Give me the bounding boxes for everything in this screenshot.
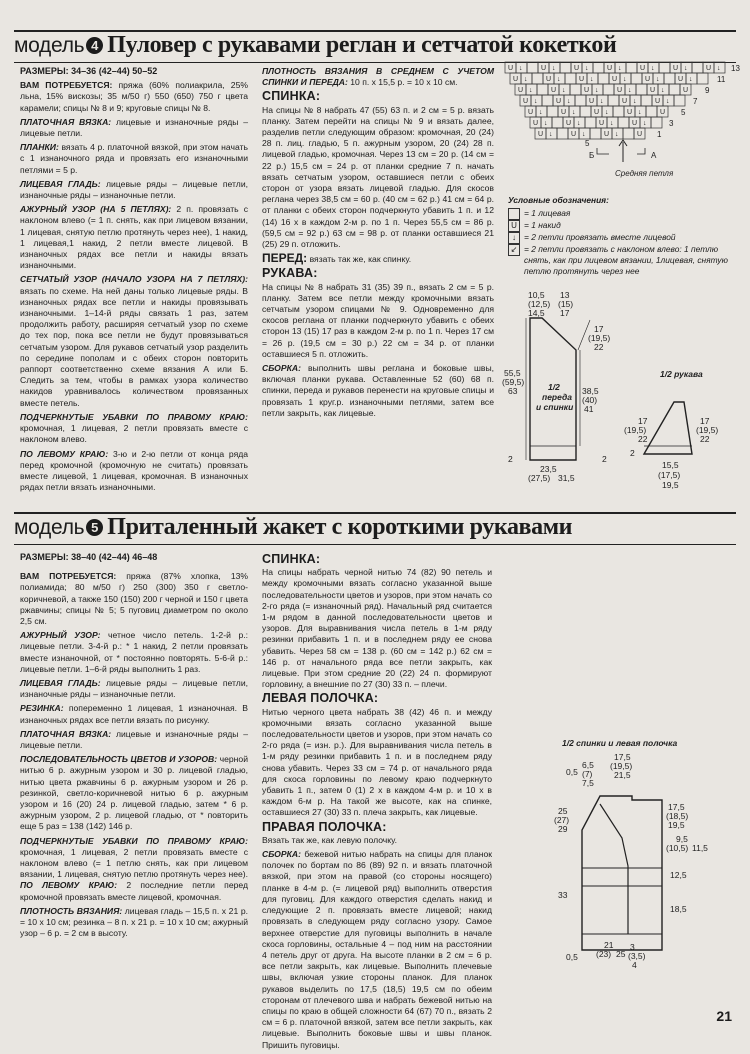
chart-row-5: 5 xyxy=(681,108,686,117)
model5-color-sequence: ПОСЛЕДОВАТЕЛЬНОСТЬ ЦВЕТОВ И УЗОРОВ: черной нитью 6 р. ажурным узором и 30 р. лицевой гладью, нитью цвета ржавчины 6 р. ажурным узором и 26 р. резинкой, светло-коричневой нитью 6 р. ажурным узором и 16 (20) 24 р. лицевой гладью, затем * 6 р. ажурным узором, 2 р. лицевой гладью, от * повторить еще 5 раз = 138 (142) 146 р. xyxy=(20,754,249,832)
svg-text:(27): (27) xyxy=(554,815,570,825)
svg-text:6,5: 6,5 xyxy=(582,760,594,770)
model4-number-badge: 4 xyxy=(86,37,103,54)
svg-text:22: 22 xyxy=(594,342,604,352)
model5-right-heading: ПРАВАЯ ПОЛОЧКА: xyxy=(262,819,387,834)
chart-cell xyxy=(565,73,576,84)
chart-symbol: U xyxy=(650,87,656,94)
chart-cell xyxy=(585,117,596,128)
schem-175-top: 17,5 xyxy=(614,752,631,762)
chart-symbol: U xyxy=(574,65,580,72)
body-neck-width: 10,5 xyxy=(528,290,545,300)
chart-symbol: U xyxy=(632,120,638,127)
model4-column-2 xyxy=(262,66,494,422)
svg-text:(18,5): (18,5) xyxy=(666,811,689,821)
chart-symbol: U xyxy=(513,76,519,83)
sleeve-band: 2 xyxy=(630,448,635,458)
chart-cell xyxy=(659,62,670,73)
svg-text:(12,5): (12,5) xyxy=(528,299,551,309)
model4-lace: АЖУРНЫЙ УЗОР (НА 5 ПЕТЛЯХ): 2 п. провязать с наклоном влево (= 1 п. снять, как при лицевом вязании, 1 лицевая, снятую петлю протянуть через нее), 1 накид, 1 лицевая,1 накид, 2 петли вместе лицевой. В изнаночных рядах все петли и накиды вязать изнаночными. xyxy=(20,204,249,271)
chart-symbol: U xyxy=(622,98,628,105)
chart-symbol: U xyxy=(518,87,524,94)
chart-symbol: U xyxy=(617,87,623,94)
sleeve-raglan-left: 17 xyxy=(638,416,648,426)
svg-text:31,5: 31,5 xyxy=(558,473,575,483)
chart-cell xyxy=(527,62,538,73)
chart-symbol: U xyxy=(607,65,613,72)
model5-left-heading: ЛЕВАЯ ПОЛОЧКА: xyxy=(262,691,379,706)
body-raglan: 17 xyxy=(594,324,604,334)
chart-symbol: U xyxy=(594,109,600,116)
chart-symbol: ↓ xyxy=(689,76,693,83)
legend-k2tog: ↓ = 2 петли провязать вместе лицевой xyxy=(508,232,744,244)
chart-cell xyxy=(542,95,553,106)
chart-symbol: U xyxy=(541,65,547,72)
chart-cell xyxy=(590,128,601,139)
model4-stockinette: ЛИЦЕВАЯ ГЛАДЬ: лицевые ряды – лицевые петли, изнаночные ряды – изнаночные петли. xyxy=(20,178,249,201)
model4-sleeve-heading: РУКАВА: xyxy=(262,266,318,281)
chart-symbol: ↓ xyxy=(562,87,566,94)
model5-header xyxy=(14,512,736,545)
chart-cell xyxy=(669,84,680,95)
body-bottom-width: 23,5 xyxy=(540,464,557,474)
model5-title: Приталенный жакет с короткими рукавами xyxy=(107,514,573,540)
svg-text:(3,5): (3,5) xyxy=(628,951,646,961)
body-band-left: 2 xyxy=(508,454,513,464)
model4-assembly: СБОРКА: выполнить швы реглана и боковые швы, включая планки рукава. Оставленные 52 (60) 68 п. спинки, переда и рукавов перенести на круговые спицы и провязать 1 круг.р. изнаночными петлями, затем все петли закрыть, как лицевые. xyxy=(262,363,495,418)
chart-label-a: А xyxy=(651,151,657,160)
schem-33: 33 xyxy=(558,890,568,900)
model5-column-1 xyxy=(20,552,248,943)
model5-right-text: Вязать так же, как левую полочку. xyxy=(262,834,397,845)
schem-05-bottom: 0,5 xyxy=(566,952,578,962)
chart-symbol: ↓ xyxy=(600,98,604,105)
chart-cell xyxy=(593,62,604,73)
chart-cell xyxy=(557,128,568,139)
svg-text:(23): (23) xyxy=(596,949,612,959)
model5-number-badge: 5 xyxy=(86,519,103,536)
body-label: 1/2 xyxy=(548,382,560,392)
chart-row-3: 3 xyxy=(669,119,674,128)
svg-text:(19,5): (19,5) xyxy=(588,333,611,343)
chart-symbol: ↓ xyxy=(572,109,576,116)
chart-cell xyxy=(575,95,586,106)
svg-text:переда: переда xyxy=(542,392,572,402)
body-shoulder: 13 xyxy=(560,290,570,300)
chart-symbol: ↓ xyxy=(557,76,561,83)
model5-schematic xyxy=(540,738,740,970)
chart-symbol: ↓ xyxy=(529,87,533,94)
chart-symbol: U xyxy=(678,76,684,83)
model4-materials: ВАМ ПОТРЕБУЕТСЯ: пряжа (60% полиакрила, 25% льна, 15% вискозы; 35 м/50 г) 550 (650) 750 г цвета карамели; спицы № 8 и 9; круговые спицы № 8. xyxy=(20,80,248,113)
page-number: 21 xyxy=(716,1008,732,1024)
schem-185: 18,5 xyxy=(670,904,687,914)
model5-label: модель xyxy=(14,516,85,539)
chart-cell xyxy=(631,73,642,84)
model5-sizes: РАЗМЕРЫ: 38–40 (42–44) 46–48 xyxy=(20,552,158,562)
chart-symbol: ↓ xyxy=(651,65,655,72)
chart-row-7: 7 xyxy=(693,97,698,106)
svg-text:(19,5): (19,5) xyxy=(624,425,647,435)
svg-text:21,5: 21,5 xyxy=(614,770,631,780)
chart-cell xyxy=(674,95,685,106)
chart-symbol: U xyxy=(673,65,679,72)
model4-column-1 xyxy=(20,66,248,496)
chart-symbol: ↓ xyxy=(615,131,619,138)
legend-knit: = 1 лицевая xyxy=(508,208,744,220)
chart-cell xyxy=(537,84,548,95)
svg-text:(19,5): (19,5) xyxy=(610,761,633,771)
svg-text:(10,5): (10,5) xyxy=(666,843,689,853)
chart-row-11: 11 xyxy=(717,75,726,84)
chart-cell xyxy=(552,117,563,128)
mesh-pattern-chart xyxy=(505,58,745,190)
model5-back-outline xyxy=(582,796,662,950)
model5-garter: ПЛАТОЧНАЯ ВЯЗКА: лицевые и изнаночные ряды – лицевые петли. xyxy=(20,728,248,751)
chart-symbol: U xyxy=(589,98,595,105)
chart-cell xyxy=(664,73,675,84)
model4-bands: ПЛАНКИ: вязать 4 р. платочной вязкой, при этом начать с 1 изнаночного ряда и провязать его изнаночными петлями = 5 р. xyxy=(20,142,248,175)
model4-back-heading: СПИНКА: xyxy=(262,89,321,104)
model4-left-dec: ПО ЛЕВОМУ КРАЮ: 3-ю и 2-ю петли от конца ряда перед кромочной (кромочную не считать) провязать вместе лицевой, 1 лицевая, кромочная. В изнаночных рядах петли вязать изнаночными. xyxy=(20,448,249,493)
chart-symbol: ↓ xyxy=(577,120,581,127)
schem-neck-depth: 25 xyxy=(558,806,568,816)
svg-text:7,5: 7,5 xyxy=(582,778,594,788)
chart-symbol: U xyxy=(584,87,590,94)
chart-center-arrow xyxy=(619,140,627,162)
svg-text:19,5: 19,5 xyxy=(662,480,679,490)
legend-yarnover: U = 1 накид xyxy=(508,220,744,232)
chart-symbol: ↓ xyxy=(585,65,589,72)
svg-text:(15): (15) xyxy=(558,299,574,309)
chart-cell xyxy=(603,84,614,95)
model5-rib: РЕЗИНКА: попеременно 1 лицевая, 1 изнаночная. В изнаночных рядах все петли вязать по рисунку. xyxy=(20,703,249,725)
model4-back-text: На спицы № 8 набрать 47 (55) 63 п. и 2 см = 5 р. вязать планку. Затем перейти на спицы № 9 и вязать далее, разделив петли следующим образом: кромочная, 20 (24) 28 п. лиц. гладью, 5 п. ажурным узором, 20 (24) 28 п. лицевой гладью, кромочная. Через 13 см = 20 р. (14 см = 22 р.) 15,5 см = 24 р. от планки средние 7 п. начать вязать сетчатым узором, оставшиеся петли с обеих сторон от узора вязать лицевой гладью. Для скосов реглана через 38,5 см = 60 р. (40 см = 62 р.) 41 см = 64 р. от планки с обеих сторон подчеркнуто убавить 1 п. и 12 (14) 16 х в каждом 2-м р. по 1 п. Через 55,5 см = 86 р. (59,5 см = 92 р.) 63 см = 98 р. от планки оставшиеся 21 (25) 29 п. отложить. xyxy=(262,104,494,250)
chart-cell xyxy=(626,62,637,73)
chart-symbol: U xyxy=(706,65,712,72)
svg-text:(7): (7) xyxy=(582,769,593,779)
chart-symbol: ↓ xyxy=(534,98,538,105)
svg-text:11,5: 11,5 xyxy=(692,843,708,853)
chart-symbol: U xyxy=(556,98,562,105)
chart-symbol: ↓ xyxy=(656,76,660,83)
chart-symbol: ↓ xyxy=(519,65,523,72)
chart-symbol: ↓ xyxy=(633,98,637,105)
chart-symbol: ↓ xyxy=(549,131,553,138)
chart-symbol: ↓ xyxy=(618,65,622,72)
chart-cell xyxy=(580,106,591,117)
schem-21: 21 xyxy=(604,940,614,950)
svg-text:(59,5): (59,5) xyxy=(502,377,525,387)
chart-cell xyxy=(618,117,629,128)
schem-125: 12,5 xyxy=(670,870,687,880)
chart-bracket-lines xyxy=(597,148,645,154)
body-height: 55,5 xyxy=(504,368,521,378)
chart-row-9: 9 xyxy=(705,86,710,95)
chart-row-13: 13 xyxy=(731,64,740,73)
chart-symbol: ↓ xyxy=(610,120,614,127)
model4-legend xyxy=(508,195,744,277)
chart-symbol: U xyxy=(627,109,633,116)
chart-cell xyxy=(560,62,571,73)
chart-cell xyxy=(623,128,634,139)
svg-text:41: 41 xyxy=(584,404,594,414)
chart-symbol: U xyxy=(566,120,572,127)
model4-density: ПЛОТНОСТЬ ВЯЗАНИЯ В СРЕДНЕМ С УЧЕТОМ СПИНКИ И ПЕРЕДА: 10 п. х 15,5 р. = 10 х 10 см. xyxy=(262,66,494,88)
chart-symbol: U xyxy=(538,131,544,138)
chart-symbol: ↓ xyxy=(684,65,688,72)
chart-symbol: ↓ xyxy=(544,120,548,127)
chart-symbol: U xyxy=(508,65,514,72)
schem-05-top: 0,5 xyxy=(566,767,578,777)
chart-symbol: ↓ xyxy=(567,98,571,105)
model5-schem-title: 1/2 спинки и левая полочка xyxy=(562,738,678,748)
body-band-right: 2 xyxy=(602,454,607,464)
model4-garter: ПЛАТОЧНАЯ ВЯЗКА: лицевые и изнаночные ряды – лицевые петли. xyxy=(20,116,248,139)
chart-cell xyxy=(570,84,581,95)
sleeve-bottom-width: 15,5 xyxy=(662,460,679,470)
model4-right-dec: ПОДЧЕРКНУТЫЕ УБАВКИ ПО ПРАВОМУ КРАЮ: кромочная, 1 лицевая, 2 петли провязать вместе с наклоном влево. xyxy=(20,411,248,445)
chart-symbol: U xyxy=(561,109,567,116)
model4-title: Пуловер с рукавами реглан и сетчатой кокеткой xyxy=(107,32,617,58)
chart-row-1: 1 xyxy=(657,130,662,139)
schem-95: 9,5 xyxy=(676,834,688,844)
chart-symbol: U xyxy=(523,98,529,105)
chart-center-stitch: Средняя петля xyxy=(615,169,674,178)
model5-stockinette: ЛИЦЕВАЯ ГЛАДЬ: лицевые ряды – лицевые петли, изнаночные ряды – изнаночные петли. xyxy=(20,678,249,700)
chart-symbol: U xyxy=(599,120,605,127)
model4-sizes: РАЗМЕРЫ: 34–36 (42–44) 50–52 xyxy=(20,66,158,76)
model5-back-heading: СПИНКА: xyxy=(262,552,321,566)
chart-cell xyxy=(697,73,708,84)
svg-text:63: 63 xyxy=(508,386,518,396)
chart-cell xyxy=(646,106,657,117)
body-side: 38,5 xyxy=(582,386,599,396)
svg-text:(27,5): (27,5) xyxy=(528,473,551,483)
svg-text:(17,5): (17,5) xyxy=(658,470,681,480)
svg-text:19,5: 19,5 xyxy=(668,820,685,830)
chart-symbol: ↓ xyxy=(590,76,594,83)
chart-symbol: ↓ xyxy=(643,120,647,127)
model4-front: ПЕРЕД: вязать так же, как спинку. xyxy=(262,251,412,266)
model4-sleeve-schematic xyxy=(622,368,734,496)
chart-symbol: ↓ xyxy=(539,109,543,116)
model5-lace: АЖУРНЫЙ УЗОР: четное число петель. 1-2-й р.: лицевые петли. 3-4-й р.: * 1 накид, 2 петли провязать вместе изнаночной, от * постоянно повторять. 5-6-й р.: лицевые петли. 1–6-й ряды выполнить 1 раз. xyxy=(20,630,249,674)
schem-armhole: 17,5 xyxy=(668,802,685,812)
chart-symbol: ↓ xyxy=(628,87,632,94)
model5-density: ПЛОТНОСТЬ ВЯЗАНИЯ: лицевая гладь – 15,5 п. х 21 р. = 10 х 10 см; резинка – 8 п. х 21 р. = 10 х 10 см; ажурный узор – 6 р. = 2 см в высоту. xyxy=(20,905,248,939)
chart-cell xyxy=(613,106,624,117)
chart-symbol: U xyxy=(528,109,534,116)
chart-label-five: 5 xyxy=(585,139,590,148)
chart-symbol: U xyxy=(571,131,577,138)
sleeve-raglan-right: 17 xyxy=(700,416,710,426)
chart-symbol: ↓ xyxy=(552,65,556,72)
chart-cell xyxy=(608,95,619,106)
chart-cell xyxy=(598,73,609,84)
svg-text:(19,5): (19,5) xyxy=(696,425,719,435)
svg-text:(40): (40) xyxy=(582,395,598,405)
model4-mesh: СЕТЧАТЫЙ УЗОР (НАЧАЛО УЗОРА НА 7 ПЕТЛЯХ): вязать по схеме. На ней даны только лицевые ряды. В изнаночных рядах все петли и накиды провязывать изнаночными. 1–14-й ряды связать 1 раз, затем продолжить работу, расширяя сетчатый узор по схеме до тех пор, пока все петли не будут провязываться сетчатым узором. Для рукавов сетчатый узор разделить по середине пополам и с обеих сторон повторить раппорт соответственно схеме вязания А или Б. Следить за тем, чтобы в рамках узора количество накидов уравнивалось количеством провязанных вместе петель. xyxy=(20,274,248,408)
model5-assembly: СБОРКА: бежевой нитью набрать на спицы для планок полочек по бортам по 86 (89) 92 п. и вязать платочной вязкой, при этом на правой (со стороны носящего) планке в 4-м р. (= лицевой ряд) выполнить отверстия для пуговиц. Для каждого отверстия сделать накид и следующие 2 п. провязать вместе лицевой; накид провязать в следующем ряду согласно узору. Самое верхнее отверстие для пуговицы выполнить в начале скоса горловины, остальные 4 – под ним на расстоянии 4 петель друг от друга. На высоте планки в 2 см = 6 р. все петли закрыть, как лицевые. Выполнить плечевые швы, включая узкие стороны планок. Для планок рукавов выделить по 17,5 (18,5) 19,5 см по обеим сторонам от плечевого шва и набрать бежевой нитью на спицы по краю в общей сложности 64 (67) 70 п., вязать 2 см = 6 р. платочной вязкой, затем все петли закрыть, как лицевые. Выполнить боковые швы и швы планок. Пришить пуговицы. xyxy=(262,849,493,1050)
chart-symbol: ↓ xyxy=(638,109,642,116)
chart-symbol: U xyxy=(637,131,643,138)
chart-symbol: U xyxy=(660,109,666,116)
model5-back-text: На спицы набрать черной нитью 74 (82) 90 петель и между кромочными вязать согласно указанной выше последовательности цветов и узоров, при этом начать со 2-го ряда (= изнаночный ряд). Начальный ряд считается 1-м рядом в данной последовательности цветов и узоров. Для выравнивания числа петель в 1-м ряду резинки прибавить 1 п. и в последнем ряду ее снова убавить. Через 58 см = 138 р. (60 см = 142 р.) 62 см = 146 р. от начального ряда все петли закрыть, как лицевые. При этом средние 20 (22) 24 п. формируют горловину, а внешние по 27 (30) 33 п. – плечи. xyxy=(262,567,492,690)
chart-symbol: U xyxy=(612,76,618,83)
chart-symbol: ↓ xyxy=(582,131,586,138)
svg-text:22: 22 xyxy=(638,434,648,444)
chart-cell xyxy=(532,73,543,84)
chart-symbol: ↓ xyxy=(605,109,609,116)
chart-cell xyxy=(692,62,703,73)
chart-symbol: ↓ xyxy=(524,76,528,83)
sleeve-title: 1/2 рукава xyxy=(660,369,703,379)
chart-symbol: ↓ xyxy=(595,87,599,94)
model5-decreases: ПОДЧЕРКНУТЫЕ УБАВКИ ПО ПРАВОМУ КРАЮ: кромочная, 1 лицевая, 2 петли провязать вместе с наклоном влево (= 1 петлю снять, как при лицевом вязании, 1 лицевая, снятую петлю протянуть через нее). ПО ЛЕВОМУ КРАЮ: 2 последние петли перед кромочной провязать вместе лицевой, кромочная. xyxy=(20,835,248,902)
chart-cell xyxy=(651,117,662,128)
model5-left-text: Нитью черного цвета набрать 38 (42) 46 п. и между кромочными вязать согласно указанной выше последовательности цветов и узоров, при этом начать со 2-го ряда (= изн. р.). Для выравнивания числа петель в 1-м ряду резинки прибавить 1 п. и в последнем ряду снова убавить. Через 33 см = 74 р. от начального ряда для скоса горловины по левому краю подчеркнуто убавить 1 п., затем 0 (1) 2 х в каждом 4-м р. и 10 х в каждом 6-м р. На такой же высоте, как на спинке, оставшиеся 27 (30) 33 п. плеча закрыть, как лицевые. xyxy=(262,706,492,818)
chart-symbol: U xyxy=(579,76,585,83)
svg-text:29: 29 xyxy=(558,824,568,834)
legend-ssk: ↙ = 2 петли провязать с наклоном влево: 1 петлю снять, как при лицевом вязании, 1лицевая, снятую петлю протянуть через нее xyxy=(508,244,744,277)
model5-materials: ВАМ ПОТРЕБУЕТСЯ: пряжа (87% хлопка, 13% полиамида; 80 м/50 г) 250 (300) 350 г светло-коричневой, а также 150 (150) 200 г черной и 150 г цвета ржавчины; спицы № 5; 5 пуговиц диаметром по около 2,5 см. xyxy=(20,571,249,627)
model4-sleeve-text: На спицы № 8 набрать 31 (35) 39 п., вязать 2 см = 5 р. планку. Затем все петли между кромочными вязать сетчатым узором спицами № 9. Одновременно для скосов реглана от планки подчеркнуто убавить с обеих сторон 13 (15) 17 раз в каждом 2-м р. по 1 п. Через 17 см = 26 р. (19,5 см = 30 р.) 22 см = 34 р. от планки оставшиеся 5 п. отложить. xyxy=(262,281,494,359)
chart-cell xyxy=(641,95,652,106)
svg-text:14,5: 14,5 xyxy=(528,308,545,318)
chart-symbol: U xyxy=(683,87,689,94)
chart-symbol: U xyxy=(546,76,552,83)
chart-symbol: ↓ xyxy=(661,87,665,94)
chart-symbol: ↓ xyxy=(623,76,627,83)
svg-text:и спинки: и спинки xyxy=(536,402,574,412)
chart-cell xyxy=(636,84,647,95)
chart-symbol: ↓ xyxy=(717,65,721,72)
chart-symbol: U xyxy=(604,131,610,138)
schem-3: 3 xyxy=(630,942,635,952)
chart-symbol: U xyxy=(640,65,646,72)
chart-symbol: U xyxy=(655,98,661,105)
chart-symbol: ↓ xyxy=(666,98,670,105)
chart-cell xyxy=(547,106,558,117)
chart-symbol: U xyxy=(645,76,651,83)
legend-title: Условные обозначения: xyxy=(508,195,609,205)
svg-text:17: 17 xyxy=(560,308,570,318)
chart-symbol: U xyxy=(551,87,557,94)
model5-column-2 xyxy=(262,552,492,1054)
chart-symbol: U xyxy=(533,120,539,127)
svg-text:22: 22 xyxy=(700,434,710,444)
svg-text:4: 4 xyxy=(632,960,637,970)
chart-label-b: Б xyxy=(589,151,595,160)
model4-label: модель xyxy=(14,34,85,57)
svg-text:25: 25 xyxy=(616,949,626,959)
